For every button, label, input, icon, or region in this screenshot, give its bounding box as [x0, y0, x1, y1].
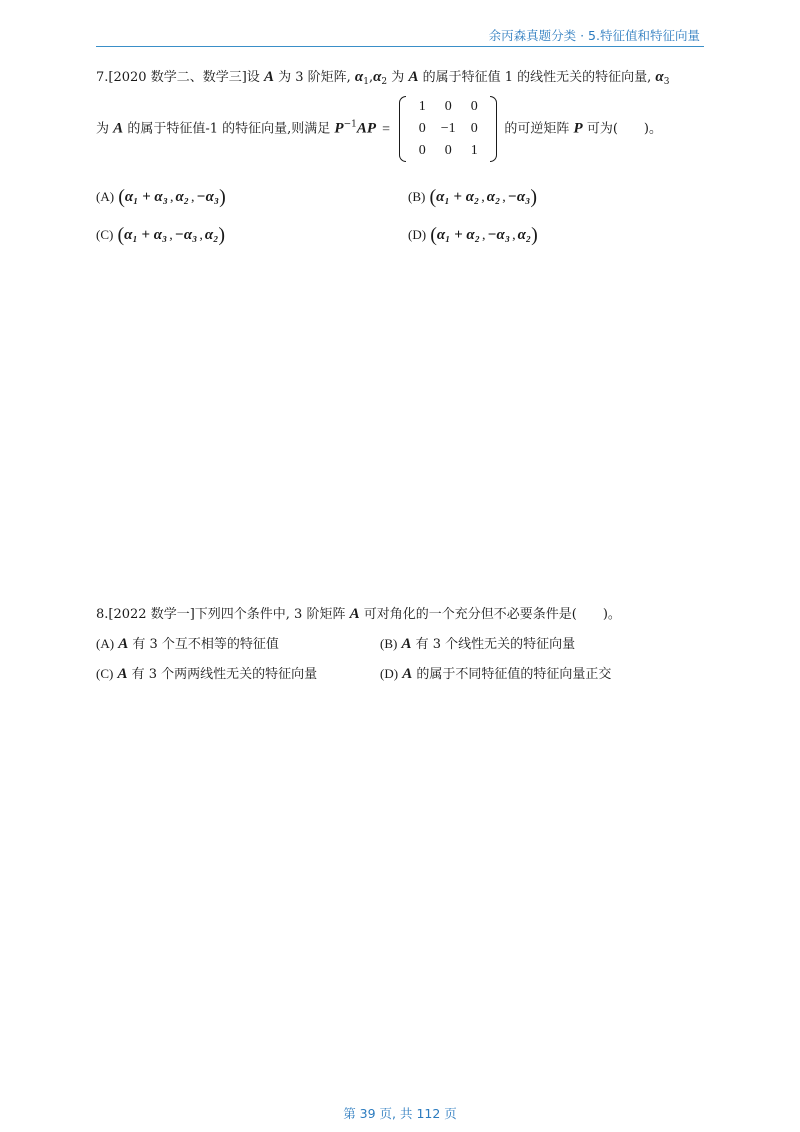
q7-number: 7. — [96, 70, 109, 85]
q7-line-1: 7.[2020 数学二、数学三]设 A 为 3 阶矩阵, $\alpha_1,\alpha_2$ 为 A 的属于特征值 1 的线性无关的特征向量, $\alpha_3$ — [96, 69, 670, 87]
q7-line-2: 为 A 的属于特征值-1 的特征向量,则满足 $P^{-1}AP$ = 1 0 0 0 −1 0 0 0 1 的可逆矩阵 P 可为( )。 — [96, 96, 662, 162]
matrix-A: A — [263, 69, 274, 85]
q7-source: [2020 数学二、数学三] — [108, 70, 247, 85]
q8-number: 8. — [96, 607, 109, 622]
q7-option-a[interactable]: (A) (α₁ + α₃ , α₂ , −α₃) — [96, 186, 226, 208]
q8-line-1: 8.[2022 数学一]下列四个条件中, 3 阶矩阵 A 可对角化的一个充分但不必要条件是( )。 — [96, 606, 621, 622]
q8-option-b[interactable]: (B) A 有 3 个线性无关的特征向量 — [380, 636, 576, 652]
q7-option-c[interactable]: (C) (α₁ + α₃ , −α₃ , α₂) — [96, 224, 226, 246]
q7-option-b[interactable]: (B) (α₁ + α₂ , α₂ , −α₃) — [408, 186, 538, 208]
q8-source: [2022 数学一] — [108, 607, 195, 622]
q8-option-a[interactable]: (A) A 有 3 个互不相等的特征值 — [96, 636, 279, 652]
header-title: 余丙森真题分类 · 5.特征值和特征向量 — [488, 28, 700, 43]
page-header — [96, 24, 704, 47]
q7-option-d[interactable]: (D) (α₁ + α₂ , −α₃ , α₂) — [408, 224, 538, 246]
q8-option-d[interactable]: (D) A 的属于不同特征值的特征向量正交 — [380, 666, 612, 682]
q8-option-c[interactable]: (C) A 有 3 个两两线性无关的特征向量 — [96, 666, 318, 682]
page-footer: 第 39 页, 共 112 页 — [343, 1106, 457, 1121]
diagonal-matrix: 1 0 0 0 −1 0 0 0 1 — [399, 96, 497, 162]
